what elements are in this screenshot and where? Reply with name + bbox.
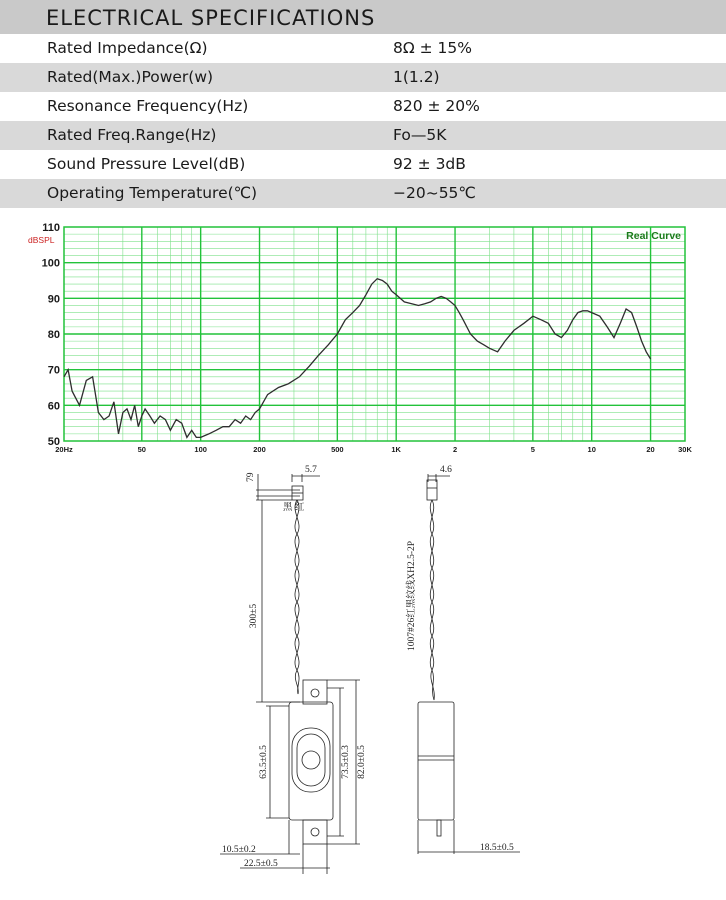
spec-value: Fo—5K — [393, 126, 447, 144]
chart-y-axis-label: dBSPL — [28, 235, 55, 245]
dim-top-lead: 5.7 — [305, 465, 317, 475]
spec-name: Resonance Frequency(Hz) — [47, 97, 249, 115]
spec-value: −20~55℃ — [393, 184, 476, 202]
chart-y-tick-label: 60 — [47, 400, 60, 413]
spec-row-impedance — [0, 34, 726, 63]
dim-body-width: 63.5±0.5 — [259, 745, 269, 779]
chart-x-tick-label: 1K — [391, 445, 401, 454]
chart-x-tick-label: 200 — [253, 445, 266, 454]
spec-name: Sound Pressure Level(dB) — [47, 155, 246, 173]
frequency-response-chart — [0, 208, 726, 456]
spec-row-freq-range — [0, 121, 726, 150]
chart-x-tick-label: 30K — [678, 445, 692, 454]
page-title: ELECTRICAL SPECIFICATIONS — [46, 6, 376, 30]
chart-x-tick-label: 50 — [137, 445, 146, 454]
spec-row-spl — [0, 150, 726, 179]
spec-row-resonance — [0, 92, 726, 121]
spec-value: 92 ± 3dB — [393, 155, 466, 173]
dim-side-lead: 4.6 — [440, 465, 452, 475]
chart-y-tick-label: 100 — [41, 257, 60, 270]
chart-legend: Real Curve — [626, 230, 681, 242]
mechanical-drawing — [0, 456, 726, 900]
spec-value: 820 ± 20% — [393, 97, 480, 115]
spec-value: 1(1.2) — [393, 68, 440, 86]
dim-bottom-small: 10.5±0.2 — [222, 845, 256, 855]
chart-x-tick-label: 5 — [530, 445, 535, 454]
chart-y-tick-label: 80 — [47, 329, 60, 341]
spec-name: Rated Freq.Range(Hz) — [47, 126, 217, 144]
chart-x-tick-label: 20 — [646, 445, 655, 454]
chart-y-ticks — [42, 222, 60, 448]
dim-cable-length: 300±5 — [249, 603, 259, 629]
chart-x-tick-label: 20Hz — [55, 445, 73, 454]
chart-y-tick-label: 90 — [47, 293, 60, 306]
dim-side-thickness: 18.5±0.5 — [480, 843, 514, 853]
spec-header — [0, 0, 726, 34]
spec-name: Operating Temperature(℃) — [47, 184, 258, 202]
dim-hole-pitch: 73.5±0.3 — [341, 745, 351, 779]
dim-overall-length: 82.0±0.5 — [357, 745, 367, 779]
chart-x-ticks — [55, 445, 692, 454]
chart-series-line — [64, 279, 651, 438]
chart-y-tick-label: 50 — [47, 436, 60, 448]
dim-bottom-width: 22.5±0.5 — [244, 859, 278, 869]
spec-value: 8Ω ± 15% — [393, 39, 472, 57]
wire-color-label: 黑 红 — [283, 503, 305, 513]
chart-x-tick-label: 100 — [194, 445, 207, 454]
chart-x-tick-label: 10 — [587, 445, 596, 454]
spec-row-temperature — [0, 179, 726, 208]
side-cable-spec: 1007#26红黑纹线XH2.5-2P — [407, 540, 417, 652]
dim-lead-offset: 79 — [246, 472, 256, 482]
chart-x-tick-label: 2 — [452, 445, 458, 454]
chart-x-tick-label: 500 — [331, 445, 344, 454]
spec-row-power — [0, 63, 726, 92]
spec-name: Rated Impedance(Ω) — [47, 39, 208, 57]
spec-name: Rated(Max.)Power(w) — [47, 68, 214, 86]
chart-y-tick-label: 70 — [47, 364, 60, 377]
chart-y-tick-label: 110 — [42, 222, 60, 234]
